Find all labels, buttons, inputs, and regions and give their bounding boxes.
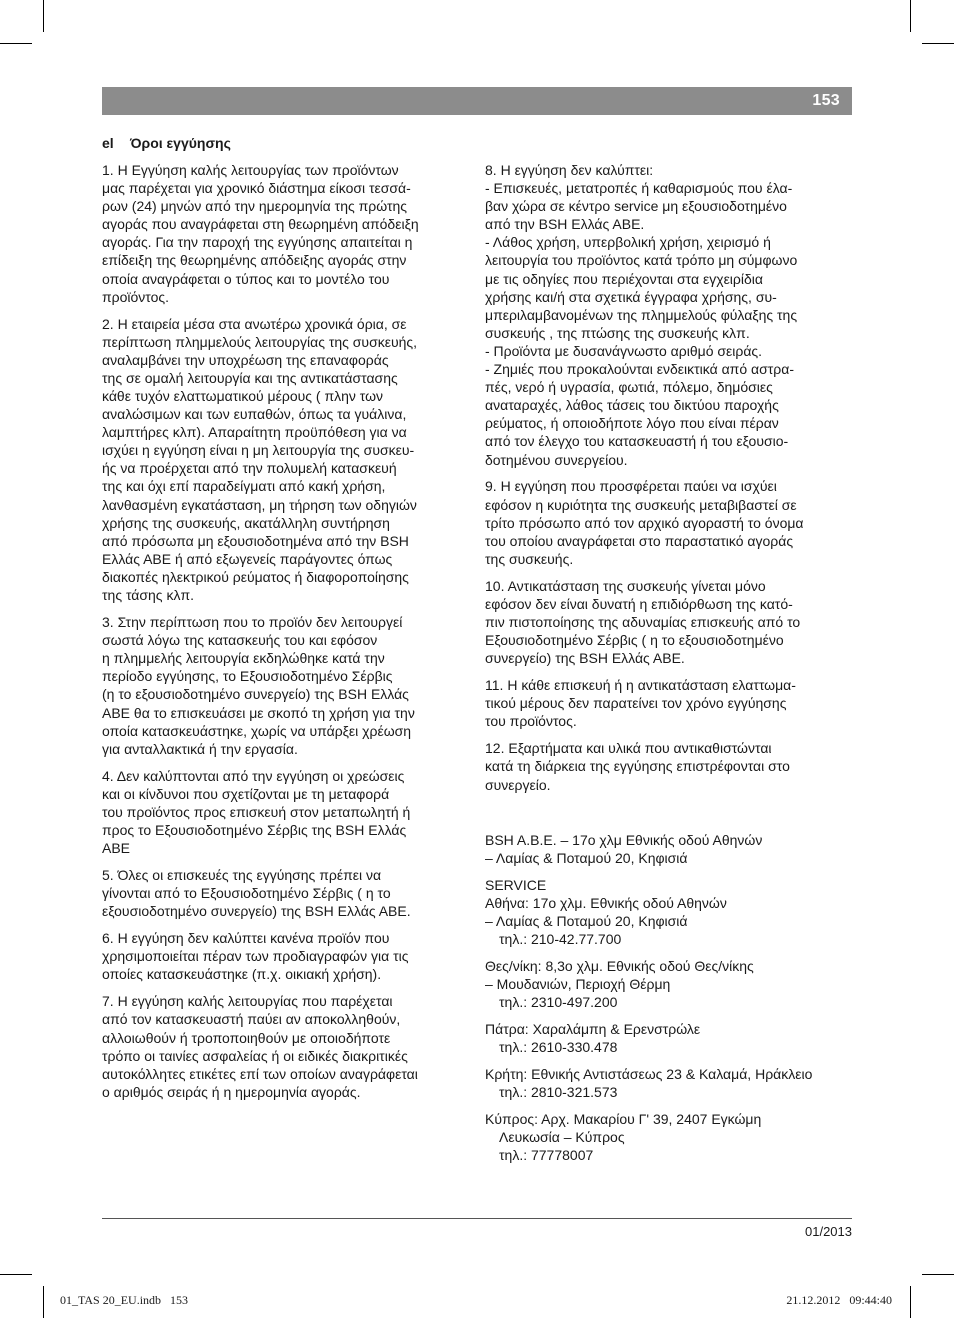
text-line: Κρήτη: Εθνικής Αντιστάσεως 23 & Καλαμά, Ηράκλειο (485, 1066, 813, 1083)
text-line: ΑΒΕ (102, 840, 131, 857)
section-title: Όροι εγγύησης (130, 135, 231, 151)
text-line: – Λαμίας & Ποταμού 20, Κηφισιά (485, 912, 688, 929)
text-line: της συσκευής. (485, 550, 574, 567)
text-line: 3. Στην περίπτωση που το προϊόν δεν λειτουργεί (102, 614, 403, 631)
text-line: προς το Εξουσιοδοτημένο Σέρβις της BSH Ελλάς (102, 821, 407, 838)
paragraph (102, 161, 472, 306)
text-line: 6. Η εγγύηση δεν καλύπτει κανένα προϊόν που (102, 930, 390, 947)
crop-mark (43, 1286, 44, 1318)
text-line: αγοράς που αναγράφεται στη θεωρημένη απόδειξη (102, 216, 419, 233)
print-slug-timestamp: 21.12.2012 09:44:40 (786, 1293, 892, 1307)
text-line: 1. Η Εγγύηση καλής λειτουργίας των προϊόντων (102, 162, 399, 178)
text-line: ρων (24) μηνών από την ημερομηνία της πρώτης (102, 198, 408, 215)
spacer (485, 803, 855, 831)
right-column (485, 161, 855, 1173)
text-line: επίδειξη της θεωρημένης απόδειξης αγοράς στην (102, 252, 407, 269)
text-line: του προϊόντος. (485, 713, 577, 730)
text-line: ΑΒΕ θα το επισκευάσει με σκοπό τη χρήση για την (102, 704, 415, 721)
footer-divider (102, 1218, 852, 1219)
crop-mark (922, 1274, 954, 1275)
text-line: BSH A.B.E. – 17ο χλμ Εθνικής οδού Αθηνών (485, 831, 763, 848)
text-line: Λευκωσία – Κύπρος (499, 1129, 625, 1146)
text-line: Θες/νίκη: 8,3ο χλμ. Εθνικής οδού Θες/νίκης (485, 957, 754, 974)
text-line: - Λάθος χρήση, υπερβολική χρήση, χειρισμό ή (485, 234, 771, 251)
paragraph (485, 577, 855, 667)
text-line: της σε ομαλή λειτουργία και της αντικατάστασης (102, 369, 398, 386)
text-line: τρίτο πρόσωπο από τον αρχικό αγοραστή το όνομα (485, 514, 804, 531)
text-line: τηλ.: 2810-321.573 (499, 1084, 618, 1101)
text-line: - Επισκευές, μετατροπές ή καθαρισμούς που έλα- (485, 180, 793, 197)
text-line: Αθήνα: 17ο χλμ. Εθνικής οδού Αθηνών (485, 894, 727, 911)
text-line: η πλημμελής λειτουργία εκδηλώθηκε κατά την (102, 650, 385, 667)
text-line: 8. Η εγγύηση δεν καλύπτει: (485, 162, 654, 178)
paragraph (485, 1110, 855, 1164)
text-line: κάθε τυχόν ελαττωματικού μέρους ( πλην των (102, 388, 384, 405)
paragraph (485, 1020, 855, 1056)
text-line: πές, νερό ή υγρασία, φωτιά, πόλεμο, δημόσιες (485, 379, 773, 396)
paragraph (102, 613, 472, 758)
text-line: Πάτρα: Χαραλάμπη & Ερενστρώλε (485, 1021, 701, 1038)
page-header-bar (102, 87, 852, 115)
text-line: ής να προέρχεται από την πολυμελή κατασκευή (102, 460, 397, 477)
text-line: διακοπές ηλεκτρικού ρεύματος ή διαφοροποίησης (102, 568, 409, 585)
crop-mark (0, 43, 32, 44)
crop-mark (0, 1274, 32, 1275)
service-heading: SERVICE (485, 876, 547, 893)
text-line: συνεργείο) της BSH Ελλάς ΑΒΕ. (485, 650, 685, 667)
text-line: 7. Η εγγύηση καλής λειτουργίας που παρέχεται (102, 993, 393, 1010)
text-line: από την BSH Ελλάς ΑΒΕ. (485, 216, 645, 233)
text-line: Ελλάς ΑΒΕ ή από εξωγενείς παράγοντες όπως (102, 550, 393, 567)
text-line: 10. Αντικατάσταση της συσκευής γίνεται μόνο (485, 577, 766, 594)
text-line: για ανταλλακτικά ή την εργασία. (102, 740, 298, 757)
crop-mark (922, 43, 954, 44)
text-line: – Μουδανιών, Περιοχή Θέρμη (485, 975, 671, 992)
text-line: 12. Εξαρτήματα και υλικά που αντικαθιστώνται (485, 740, 772, 757)
text-line: 11. Η κάθε επισκευή ή η αντικατάσταση ελαττωμα- (485, 677, 796, 694)
text-line: κατά τη διάρκεια της εγγύησης επιστρέφονται στο (485, 758, 790, 775)
text-line: με τις οδηγίες που περιέχονται στα εγχειρίδια (485, 270, 763, 287)
text-line: του προϊόντος προς επισκευή στον μεταπωλητή ή (102, 803, 411, 820)
text-line: αναλώσιμων και των ευπαθών, όπως τα γυάλινα, (102, 406, 407, 423)
text-line: τηλ.: 2610-330.478 (499, 1039, 618, 1056)
paragraph (102, 866, 472, 920)
text-line: (η το εξουσιοδοτημένο συνεργείο) της BSH Ελλάς (102, 686, 409, 703)
paragraph (485, 676, 855, 730)
text-line: περίπτωση πλημμελούς λειτουργίας της συσκευής, (102, 333, 418, 350)
text-line: από πρόσωπα μη εξουσιοδοτημένα από την BSH (102, 532, 409, 549)
text-line: βαν χώρα σε κέντρο service μη εξουσιοδοτημένο (485, 198, 787, 215)
paragraph (485, 739, 855, 793)
text-line: - Προϊόντα με δυσανάγνωστο αριθμό σειράς. (485, 342, 763, 359)
text-line: αλλοιωθούν ή τροποποιηθούν με οποιοδήποτε (102, 1029, 391, 1046)
text-line: Κύπρος: Αρχ. Μακαρίου Γ' 39, 2407 Εγκώμη (485, 1111, 762, 1128)
text-line: οποία κατασκευάστηκε, χωρίς να υπάρξει χρέωση (102, 722, 412, 739)
paragraph (102, 767, 472, 857)
text-line: - Ζημιές που προκαλούνται ενδεικτικά από αστρα- (485, 361, 794, 378)
text-line: τικού μέρους δεν παρατείνει τον χρόνο εγγύησης (485, 695, 787, 712)
service-block (485, 876, 855, 948)
paragraph (102, 315, 472, 605)
text-line: 5. Όλες οι επισκευές της εγγύησης πρέπει να (102, 867, 382, 884)
text-line: τηλ.: 77778007 (499, 1147, 594, 1164)
text-line: αναταραχές, λάθος τάσεις του δικτύου παροχής (485, 397, 779, 414)
text-line: ρεύματος, ή οποιοδήποτε λόγο που είναι πέραν (485, 415, 779, 432)
text-line: της και όχι επί παραδείγματι από κακή χρήση, (102, 478, 386, 495)
text-line: εφόσον δεν είναι δυνατή η επιδιόρθωση της κατό- (485, 595, 793, 612)
crop-mark (43, 0, 44, 32)
text-line: αγοράς. Για την παροχή της εγγύησης απαιτείται η (102, 234, 413, 251)
text-line: οποίες κατασκευάστηκε (π.χ. οικιακή χρήση). (102, 966, 382, 983)
footer-date: 01/2013 (805, 1224, 852, 1239)
text-line: συσκευής , της πτώσης της συσκευής κλπ. (485, 324, 750, 341)
text-line: αναλαμβάνει την υποχρέωση της επαναφοράς (102, 351, 389, 368)
crop-mark (910, 1286, 911, 1318)
text-line: μπεριλαμβανομένων της πλημμελούς φύλαξης της (485, 306, 798, 323)
text-line: λειτουργία του προϊόντος κατά τρόπο μη σύμφωνο (485, 252, 798, 269)
print-slug-file: 01_TAS 20_EU.indb 153 (60, 1293, 189, 1307)
text-line: σωστά λόγω της κατασκευής του και εφόσον (102, 632, 378, 649)
text-line: χρήσης και/ή στα σχετικά έγγραφα χρήσης, συ- (485, 288, 777, 305)
text-line: τηλ.: 210-42.77.700 (499, 930, 622, 947)
text-line: οποία αναγράφεται ο τύπος και το μοντέλο του (102, 270, 390, 287)
text-line: 4. Δεν καλύπτονται από την εγγύηση οι χρεώσεις (102, 767, 405, 784)
text-line: ο αριθμός σειράς ή η ημερομηνία αγοράς. (102, 1083, 361, 1100)
paragraph (102, 992, 472, 1101)
text-line: λαμπτήρες κλπ). Απαραίτητη προϋπόθεση για να (102, 424, 407, 441)
text-line: – Λαμίας & Ποταμού 20, Κηφισιά (485, 849, 688, 866)
text-line: εξουσιοδοτημένο συνεργείο) της BSH Ελλάς ΑΒΕ. (102, 903, 411, 920)
text-line: τηλ.: 2310-497.200 (499, 994, 618, 1011)
text-line: περίοδο εγγύησης, το Εξουσιοδοτημένο Σέρβις (102, 668, 393, 685)
text-line: του οποίου αναγράφεται στο παραστατικό αγοράς (485, 532, 794, 549)
text-line: εφόσον η κυριότητα της συσκευής μεταβιβαστεί σε (485, 496, 797, 513)
text-line: ισχύει η εγγύηση είναι η μη λειτουργία της συσκευ- (102, 442, 415, 459)
language-code: el (102, 135, 114, 151)
crop-mark (910, 0, 911, 32)
text-line: 2. Η εταιρεία μέσα στα ανωτέρω χρονικά όρια, σε (102, 315, 407, 332)
section-heading (102, 135, 231, 151)
paragraph (485, 1065, 855, 1101)
text-line: γίνονται από το Εξουσιοδοτημένο Σέρβις ( η το (102, 885, 391, 902)
text-line: από τον έλεγχο του κατασκευαστή ή του εξουσιο- (485, 433, 789, 450)
text-line: δοτημένου συνεργείου. (485, 451, 628, 468)
text-line: αυτοκόλλητες ετικέτες επί των οποίων αναγράφεται (102, 1065, 418, 1082)
text-line: χρήσης της συσκευής, ακατάλληλη συντήρηση (102, 514, 390, 531)
text-line: μας παρέχεται για χρονικό διάστημα είκοσι τεσσά- (102, 180, 411, 197)
text-line: τρόπο οι ταινίες ασφαλείας ή οι ειδικές διακριτικές (102, 1047, 408, 1064)
text-line: χρησιμοποιείται πέραν των προδιαγραφών για τις (102, 948, 409, 965)
paragraph (485, 957, 855, 1011)
text-line: προϊόντος. (102, 288, 170, 305)
paragraph (485, 477, 855, 567)
left-column (102, 161, 472, 1110)
text-line: της τάσης κλπ. (102, 587, 194, 604)
text-line: πιν πιστοποίησης της αδυναμίας επισκευής από το (485, 614, 801, 631)
paragraph (485, 161, 855, 469)
paragraph (102, 929, 472, 983)
text-line: λανθασμένη εγκατάσταση, μη τήρηση των οδηγιών (102, 496, 417, 513)
text-line: συνεργείο. (485, 776, 551, 793)
text-line: Εξουσιοδοτημένο Σέρβις ( η το εξουσιοδοτημένο (485, 632, 784, 649)
text-line: από τον κατασκευαστή παύει αν αποκολληθούν, (102, 1011, 401, 1028)
paragraph (485, 831, 855, 867)
text-line: και οι κίνδυνοι που σχετίζονται με τη μεταφορά (102, 785, 390, 802)
text-line: 9. Η εγγύηση που προσφέρεται παύει να ισχύει (485, 478, 777, 495)
page-number: 153 (812, 92, 840, 109)
